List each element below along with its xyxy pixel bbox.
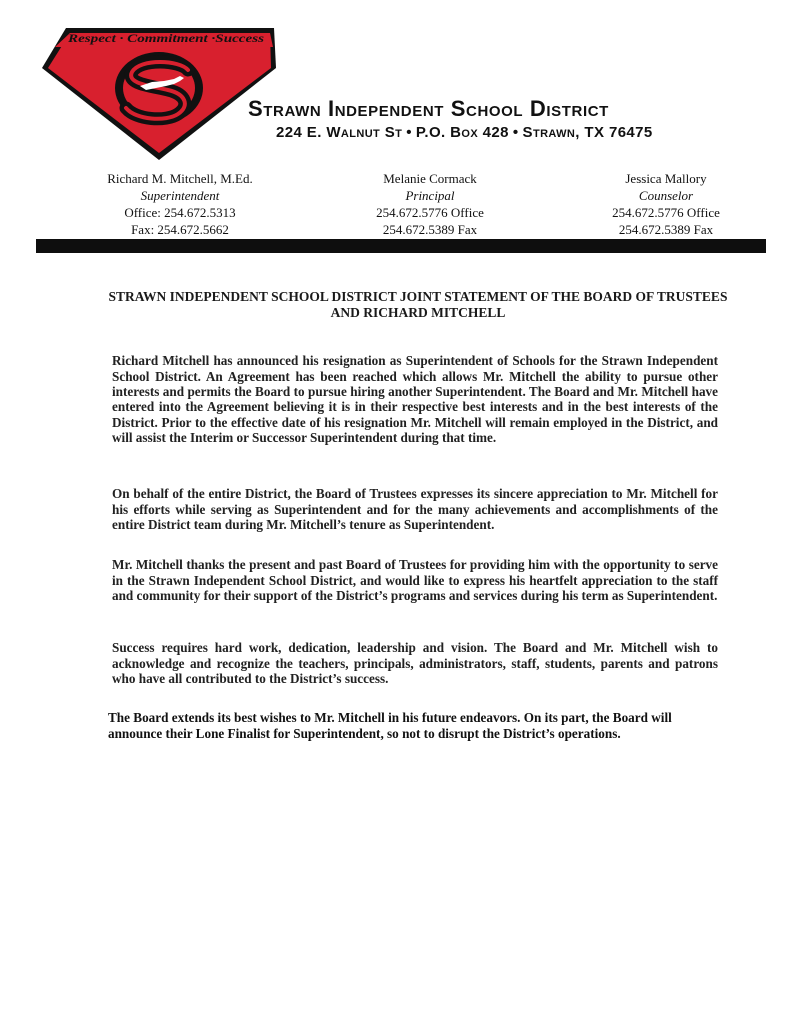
statement-paragraph: Richard Mitchell has announced his resignation as Superintendent of Schools for the Strawn Independent School District. An Agreement has been reached which allows Mr. Mitchell the ability to pursue other interests and permits the Board to pursue hiring another Superintendent. The Board and Mr. Mitchell have entered into the Agreement believing it is in their respective best interests and in the best interests of the District. Prior to the effective date of his resignation Mr. Mitchell will remain employed in the District, and will assist the Interim or Successor Superintendent during that time. — [112, 353, 718, 446]
address-separator: • — [512, 124, 519, 141]
contact-title: Superintendent — [140, 188, 220, 203]
contact-name: Jessica Mallory — [625, 171, 707, 186]
logo-motto: Respect · Commitment ·Success — [66, 33, 265, 45]
statement-paragraph: Success requires hard work, dedication, leadership and vision. The Board and Mr. Mitchell wish to acknowledge and recognize the teachers, principals, administrators, staff, students, parents and patrons who have all contributed to the District’s success. — [112, 640, 718, 686]
contact-phone-office: 254.672.5776 Office — [612, 205, 720, 220]
contact-name: Melanie Cormack — [383, 171, 477, 186]
contact-phone-fax: 254.672.5389 Fax — [382, 222, 478, 237]
header-divider-bar — [36, 239, 766, 253]
statement-title: STRAWN INDEPENDENT SCHOOL DISTRICT JOINT STATEMENT OF THE BOARD OF TRUSTEES AND RICHARD MITCHELL — [108, 289, 728, 320]
contact-phone-office: 254.672.5776 Office — [376, 205, 484, 220]
district-name: Strawn Independent School District — [248, 96, 609, 121]
address-city: Strawn, TX 76475 — [522, 124, 653, 141]
contact-principal — [320, 170, 540, 238]
contact-phone-fax: Fax: 254.672.5662 — [131, 222, 229, 237]
contact-counselor — [556, 170, 776, 238]
contact-phone-office: Office: 254.672.5313 — [124, 205, 236, 220]
statement-paragraph: Mr. Mitchell thanks the present and past Board of Trustees for providing him with the opportunity to serve in the Strawn Independent School District, and would like to express his heartfelt appreciation to the staff and community for their support of the District’s programs and services during his term as Superintendent. — [112, 557, 718, 603]
statement-paragraph: The Board extends its best wishes to Mr. Mitchell in his future endeavors. On its part, the Board will announce their Lone Finalist for Superintendent, so not to disrupt the District’s operations. — [108, 710, 672, 741]
contact-phone-fax: 254.672.5389 Fax — [618, 222, 714, 237]
contact-name: Richard M. Mitchell, M.Ed. — [107, 171, 253, 186]
address-separator: • — [406, 124, 412, 141]
contact-title: Counselor — [638, 188, 694, 203]
statement-paragraph: On behalf of the entire District, the Board of Trustees expresses its sincere appreciation to Mr. Mitchell for his efforts while serving as Superintendent and for the many achievements and accomplishments of the entire District team during Mr. Mitchell’s tenure as Superintendent. — [112, 486, 718, 532]
address-po-box: P.O. Box 428 — [415, 124, 509, 141]
address-street: 224 E. Walnut St — [276, 124, 403, 141]
contact-title: Principal — [405, 188, 455, 203]
contact-superintendent — [70, 170, 290, 238]
district-logo — [40, 24, 278, 162]
district-address — [276, 124, 766, 141]
